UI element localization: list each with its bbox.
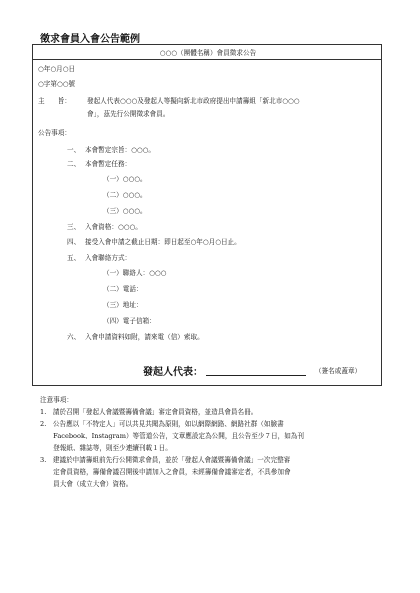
contact-item: （一）聯絡人：○○○: [103, 269, 167, 277]
signature-note: （簽名或蓋章）: [315, 367, 362, 375]
subject-text-line1: 發起人代表○○○及發起人等擬向新北市政府提出申請籌組「新北市○○○: [87, 97, 300, 105]
subject-label: 主 旨：: [38, 97, 71, 105]
task-item: （一）○○○。: [103, 175, 147, 183]
item-number: 三、: [67, 223, 81, 231]
contact-item: （二）電話：: [103, 285, 143, 293]
note-line: 員大會（成立大會）資格。: [40, 480, 133, 488]
item-text: 本會暫定任務：: [85, 160, 132, 168]
note-line: 1. 請於召開「發起人會議暨籌備會議」審定會員資格，並造具會員名冊。: [40, 408, 258, 416]
item-text: 入會申請資料如附，請來電（信）索取。: [85, 333, 204, 341]
form-doc-number: ○字第○○號: [38, 80, 76, 88]
item-number: 一、: [67, 146, 81, 154]
item-text: 接受入會申請之截止日期：即日起至○年○月○日止。: [85, 238, 241, 246]
notice-label: 公告事項：: [38, 129, 71, 137]
note-line: 登報紙、雜誌等，則至少連續刊載１日。: [40, 444, 172, 452]
contact-item: （三）地址：: [103, 301, 143, 309]
task-item: （三）○○○。: [103, 207, 147, 215]
contact-item: （四）電子信箱：: [103, 317, 156, 325]
task-item: （二）○○○。: [103, 191, 147, 199]
note-line: 2. 公告應以「不特定人」可以共見共聞為原則，如以網際網路、網路社群（如臉書: [40, 420, 284, 428]
form-date: ○年○月○日: [38, 65, 76, 73]
note-line: 3. 建議於申請籌組前先行公開徵求會員，並於「發起人會議暨籌備會議」一次完整審: [40, 456, 291, 464]
item-number: 四、: [67, 238, 81, 246]
note-line: Facebook、Instagram）等管道公告，文章應設定為公開，且公告至少７日，如為刊: [40, 432, 304, 440]
item-text: 本會暫定宗旨：○○○。: [85, 146, 156, 154]
note-line: 定會員資格，籌備會議召開後申請加入之會員，未經籌備會議審定者，不具參加會: [40, 468, 291, 476]
page-heading: 徵求會員入會公告範例: [40, 34, 140, 45]
item-number: 二、: [67, 160, 81, 168]
item-number: 六、: [67, 333, 81, 341]
signature-label: 發起人代表：: [143, 367, 203, 378]
signature-line: [206, 375, 306, 376]
title-divider: [33, 59, 381, 60]
notes-label: 注意事項：: [40, 396, 73, 404]
announcement-form: [32, 44, 382, 386]
subject-text-line2: 會」，茲先行公開徵求會員。: [87, 110, 170, 118]
item-number: 五、: [67, 254, 81, 262]
item-text: 入會聯絡方式：: [85, 254, 132, 262]
form-title: ○○○（團體名稱）會員徵求公告: [159, 49, 257, 57]
item-text: 入會資格：○○○。: [85, 223, 142, 231]
